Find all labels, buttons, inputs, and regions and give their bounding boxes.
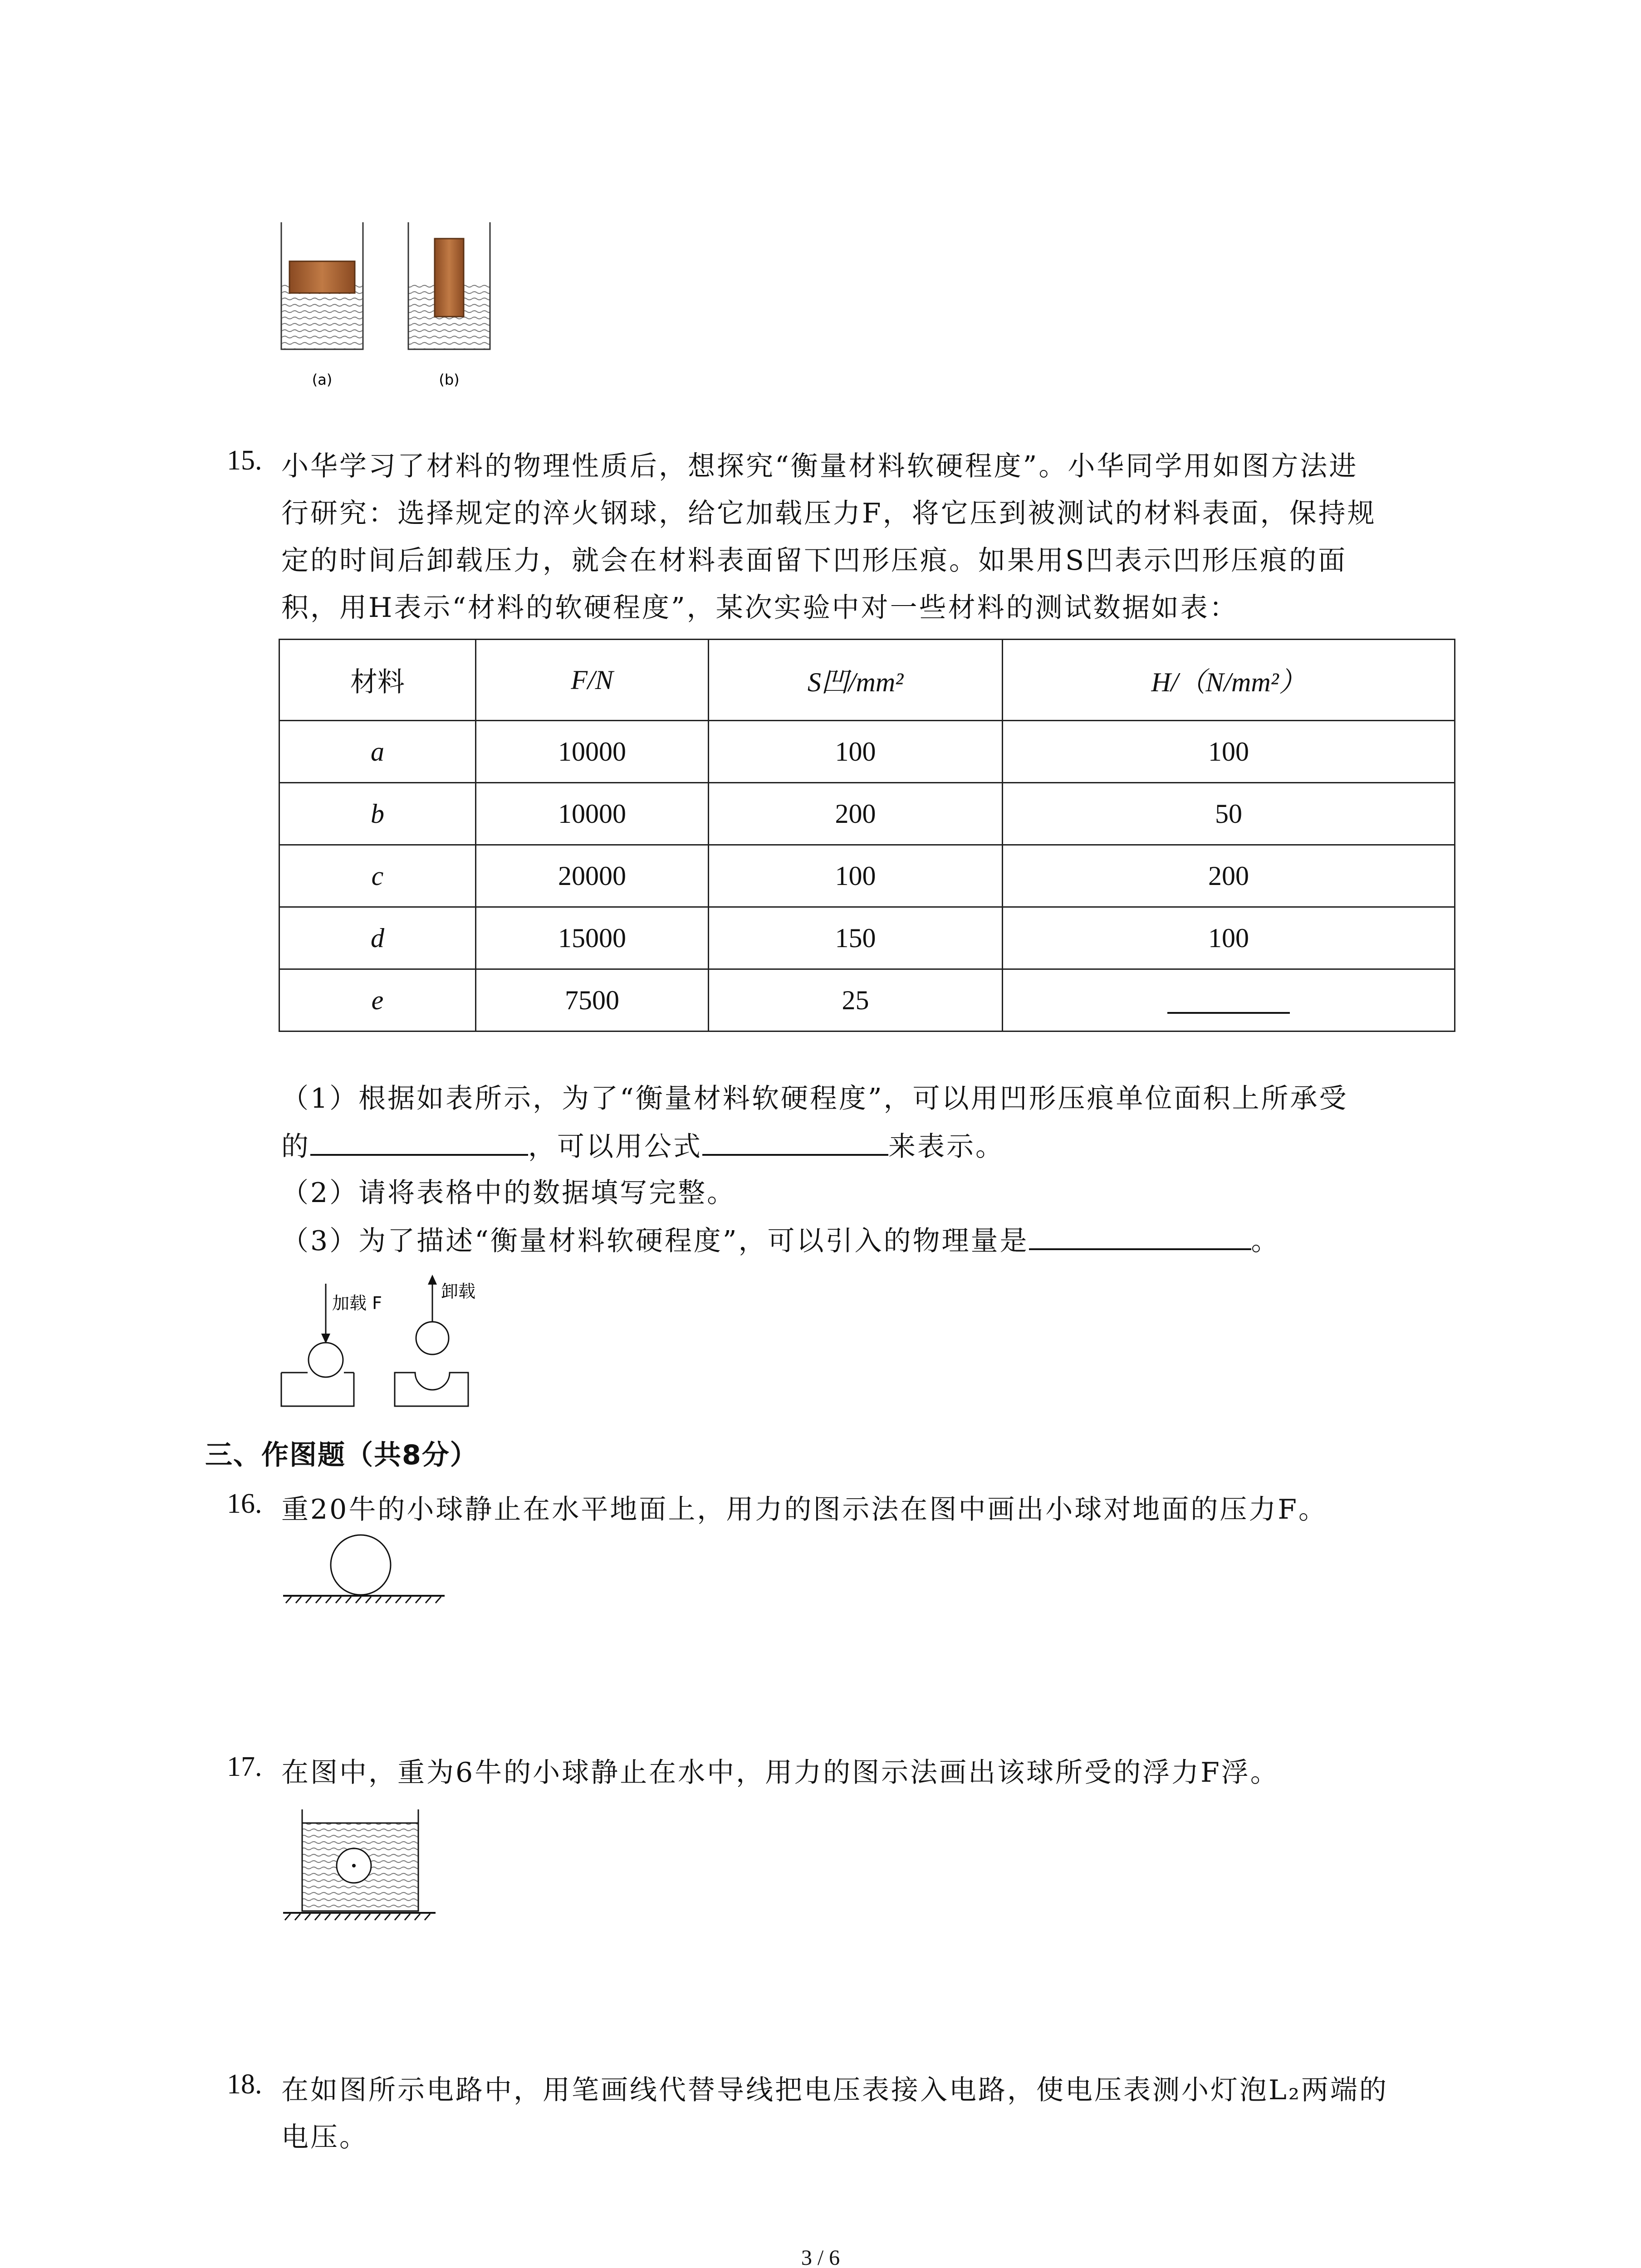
cell-area: 100 xyxy=(709,845,1003,907)
header-hardness: H/（N/mm²） xyxy=(1003,640,1455,721)
table-row xyxy=(279,969,1455,1031)
q15-line-4: 积，用H表示“材料的软硬程度”，某次实验中对一些材料的测试数据如表： xyxy=(281,592,1239,624)
sub3-end: 。 xyxy=(1251,1225,1280,1257)
q17-text: 在图中，重为6牛的小球静止在水中，用力的图示法画出该球所受的浮力F浮。 xyxy=(281,1757,1279,1789)
cell-force: 10000 xyxy=(476,721,709,783)
sub1-line-a: （1）根据如表所示，为了“衡量材料软硬程度”，可以用凹形压痕单位面积上所承受 xyxy=(281,1083,1348,1114)
load-label: 加载 F xyxy=(332,1293,382,1313)
q17-number: 17. xyxy=(227,1751,262,1782)
cell-material: b xyxy=(279,783,476,845)
cell-material: d xyxy=(279,907,476,969)
answer-blank-2[interactable] xyxy=(702,1122,888,1156)
q15-line-3: 定的时间后卸载压力，就会在材料表面留下凹形压痕。如果用S凹表示凹形压痕的面 xyxy=(281,545,1347,577)
section-title: 三、作图题（共8分） xyxy=(205,1439,478,1471)
beaker-figure xyxy=(272,213,526,404)
cell-force: 20000 xyxy=(476,845,709,907)
header-material: 材料 xyxy=(279,640,476,721)
hardness-data-table xyxy=(279,639,1455,1032)
ball-on-ground-figure xyxy=(281,1533,454,1615)
ball-in-water-figure xyxy=(281,1808,445,1926)
table-row xyxy=(279,845,1455,907)
sub1-text-3: 来表示。 xyxy=(888,1131,1004,1163)
beaker-b xyxy=(408,222,490,349)
cell-hardness: 100 xyxy=(1003,721,1455,783)
sub1-text-2: ，可以用公式 xyxy=(528,1131,702,1163)
answer-blank-3[interactable] xyxy=(1029,1217,1251,1250)
q18-line-1: 在如图所示电路中，用笔画线代替导线把电压表接入电路，使电压表测小灯泡L₂两端的 xyxy=(281,2074,1388,2106)
sub1-text-1: 的 xyxy=(281,1131,310,1163)
cell-area: 200 xyxy=(709,783,1003,845)
label-b: (b) xyxy=(439,371,460,388)
cell-area: 150 xyxy=(709,907,1003,969)
sub3-line xyxy=(281,1217,1461,1264)
cell-material: a xyxy=(279,721,476,783)
indentation-figure xyxy=(272,1266,508,1415)
cell-force: 10000 xyxy=(476,783,709,845)
q15-number: 15. xyxy=(227,445,262,476)
q15-stem xyxy=(281,443,1461,631)
answer-blank-1[interactable] xyxy=(310,1122,528,1156)
cell-material: e xyxy=(279,969,476,1031)
q15-line-1: 小华学习了材料的物理性质后，想探究“衡量材料软硬程度”。小华同学用如图方法进 xyxy=(281,450,1358,482)
sub3-text: （3）为了描述“衡量材料软硬程度”，可以引入的物理量是 xyxy=(281,1225,1029,1257)
cell-area: 100 xyxy=(709,721,1003,783)
sub1-line-b xyxy=(281,1122,1461,1169)
q18-number: 18. xyxy=(227,2069,262,2100)
unload-label: 卸载 xyxy=(441,1281,476,1301)
table-row xyxy=(279,721,1455,783)
label-a: (a) xyxy=(312,371,333,388)
table-row xyxy=(279,783,1455,845)
q15-subquestions xyxy=(281,1075,1461,1264)
table-header-row xyxy=(279,640,1455,721)
cell-hardness: 200 xyxy=(1003,845,1455,907)
table-row xyxy=(279,907,1455,969)
header-force: F/N xyxy=(476,640,709,721)
q16-text: 重20牛的小球静止在水平地面上，用力的图示法在图中画出小球对地面的压力F。 xyxy=(281,1494,1327,1525)
q18-line-2: 电压。 xyxy=(281,2121,368,2153)
header-area: S凹/mm² xyxy=(709,640,1003,721)
q16-number: 16. xyxy=(227,1488,262,1519)
cell-hardness: 100 xyxy=(1003,907,1455,969)
beaker-a xyxy=(281,222,363,349)
cell-hardness: 50 xyxy=(1003,783,1455,845)
q15-line-2: 行研究：选择规定的淬火钢球，给它加载压力F，将它压到被测试的材料表面，保持规 xyxy=(281,498,1376,529)
page-number: 3 / 6 xyxy=(801,2246,840,2268)
cell-force: 7500 xyxy=(476,969,709,1031)
cell-material: c xyxy=(279,845,476,907)
q18-text xyxy=(281,2067,1461,2161)
cell-force: 15000 xyxy=(476,907,709,969)
cell-area: 25 xyxy=(709,969,1003,1031)
sub2-line: （2）请将表格中的数据填写完整。 xyxy=(281,1177,736,1209)
answer-blank-hardness-e[interactable] xyxy=(1003,969,1455,1031)
